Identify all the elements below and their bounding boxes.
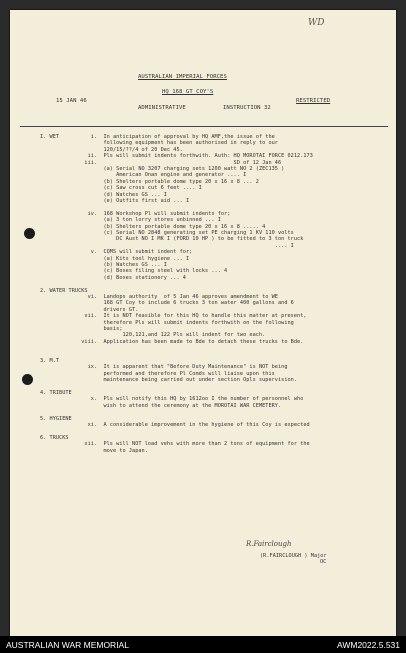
- body-line: (c) Boxes filing steel with locks ... 4: [40, 268, 228, 275]
- body-line: viii. Application has been made to Bde to detach these trucks to Bde.: [40, 338, 304, 345]
- body-line: .... I: [40, 242, 294, 249]
- body-line: iv. 168 Workshop Pl will submit indents for;: [40, 210, 231, 217]
- body-line: (c) Saw cross cut 6 feet .... I: [40, 185, 202, 192]
- hq-line: HQ 168 GT COY'S: [162, 89, 214, 95]
- body-line: 5. HYGIENE: [40, 415, 72, 422]
- body-line: 168 GT Coy to include 6 trucks 3 ton water 400 gallons and 6: [40, 300, 294, 307]
- instruction-number: INSTRUCTION 32: [223, 105, 271, 111]
- body-line: 120,121,and 122 Pls will indent for two each.: [40, 332, 266, 339]
- punch-hole: [22, 374, 33, 385]
- body-line: 4. TRIBUTE: [40, 390, 72, 396]
- document-date: 15 JAN 46: [56, 98, 87, 104]
- signatory-unit: OC: [320, 559, 327, 565]
- body-line: (b) Watches GS ... I: [40, 262, 167, 268]
- body-line: (b) Shelters portable dome type 20 x 16 x 8 ..... 4: [40, 223, 266, 230]
- signatory-name: (R.FAIRCLOUGH ) Major: [260, 553, 327, 559]
- body-line: move to Japan.: [40, 447, 148, 454]
- body-line: 2. WATER TRUCKS: [40, 287, 88, 294]
- body-line: v. CQMS will submit indent for;: [40, 249, 193, 256]
- admin-label: ADMINISTRATIVE: [138, 105, 186, 111]
- body-line: (e) Outfits first aid ... I: [40, 198, 190, 204]
- body-line: 120/15/??/4 of 20 Dec 45.: [40, 146, 183, 153]
- body-line: (b) Shelters portable dome type 20 x 16 x 8 ... 2: [40, 178, 259, 185]
- body-line: therefore Pls will submit indents forthwith on the following: [40, 319, 294, 326]
- body-line: vii. It is NOT feasible for this HQ to handle this matter at present,: [40, 313, 307, 320]
- punch-hole: [24, 228, 35, 239]
- body-line: (d) Watches GS ... I: [40, 191, 167, 198]
- document-page: [10, 10, 396, 636]
- body-line: vi. Landops authority of 5 Jan 46 approves amendment to WE: [40, 294, 278, 300]
- body-line: x. Pls will notify this HQ by 1612oo I the number of personnel who: [40, 396, 304, 403]
- body-line: 6. TRUCKS: [40, 434, 69, 441]
- body-line: maintenance being carried out under section Opls supervision.: [40, 377, 298, 384]
- body-line: basis;: [40, 326, 123, 332]
- footer-accession-number: AWM2022.5.531: [337, 640, 400, 650]
- body-line: wish to attend the ceremony at the MOROTAI WAR CEMETERY.: [40, 402, 282, 409]
- body-line: (d) Boxes stationery ... 4: [40, 274, 186, 281]
- body-line: iii. SD of 12 Jan 46: [40, 159, 282, 166]
- body-line: ii. Pls will submit indents forthwith. Auth: HQ MOROTAI FORCE 0212.173: [40, 153, 313, 160]
- body-line: American Onan engine and generator .... I: [40, 172, 247, 179]
- document-title: AUSTRALIAN IMPERIAL FORCES: [138, 74, 227, 80]
- body-line: xii. Pls will NOT load vehs with more than 2 tons of equipment for the: [40, 441, 310, 448]
- handwritten-signature: R.Fairclough: [246, 540, 292, 548]
- header-divider: [20, 126, 388, 127]
- body-line: xi. A considerable improvement in the hygiene of this Coy is expected: [40, 422, 310, 428]
- body-line: ix. It is apparent that "Before Duty Maintenance" is NOT being: [40, 364, 288, 371]
- security-classification: RESTRICTED: [296, 98, 331, 104]
- body-line: (a) Kits tool hygiene ... I: [40, 255, 190, 262]
- body-line: drivers GT.: [40, 306, 139, 313]
- body-line: (c) Serial NO 2848 generating set PE charging 1 KV 110 volts: [40, 230, 294, 236]
- body-line: (a) 3 ton lorry stores unbinned ... I: [40, 217, 221, 224]
- body-line: performed and therefore Pl Comds will liaise upon this: [40, 370, 275, 377]
- body-line: DC Aust NO I MK I (FORD 10 HP ) to be fitted to 3 ton truck: [40, 236, 304, 243]
- body-line: (a) Serial NO 3207 charging sets 1200 watt NO 2 (ZEC135 ): [40, 166, 285, 172]
- corner-mark: WD: [308, 18, 325, 28]
- body-line: I. WET i. In anticipation of approval by HQ AMF,the issue of the: [40, 134, 275, 140]
- archive-footer: [0, 636, 406, 653]
- footer-institution: AUSTRALIAN WAR MEMORIAL: [6, 640, 129, 650]
- body-line: 3. M.T: [40, 358, 60, 364]
- body-line: following equipment has been authorised in reply to our: [40, 140, 278, 147]
